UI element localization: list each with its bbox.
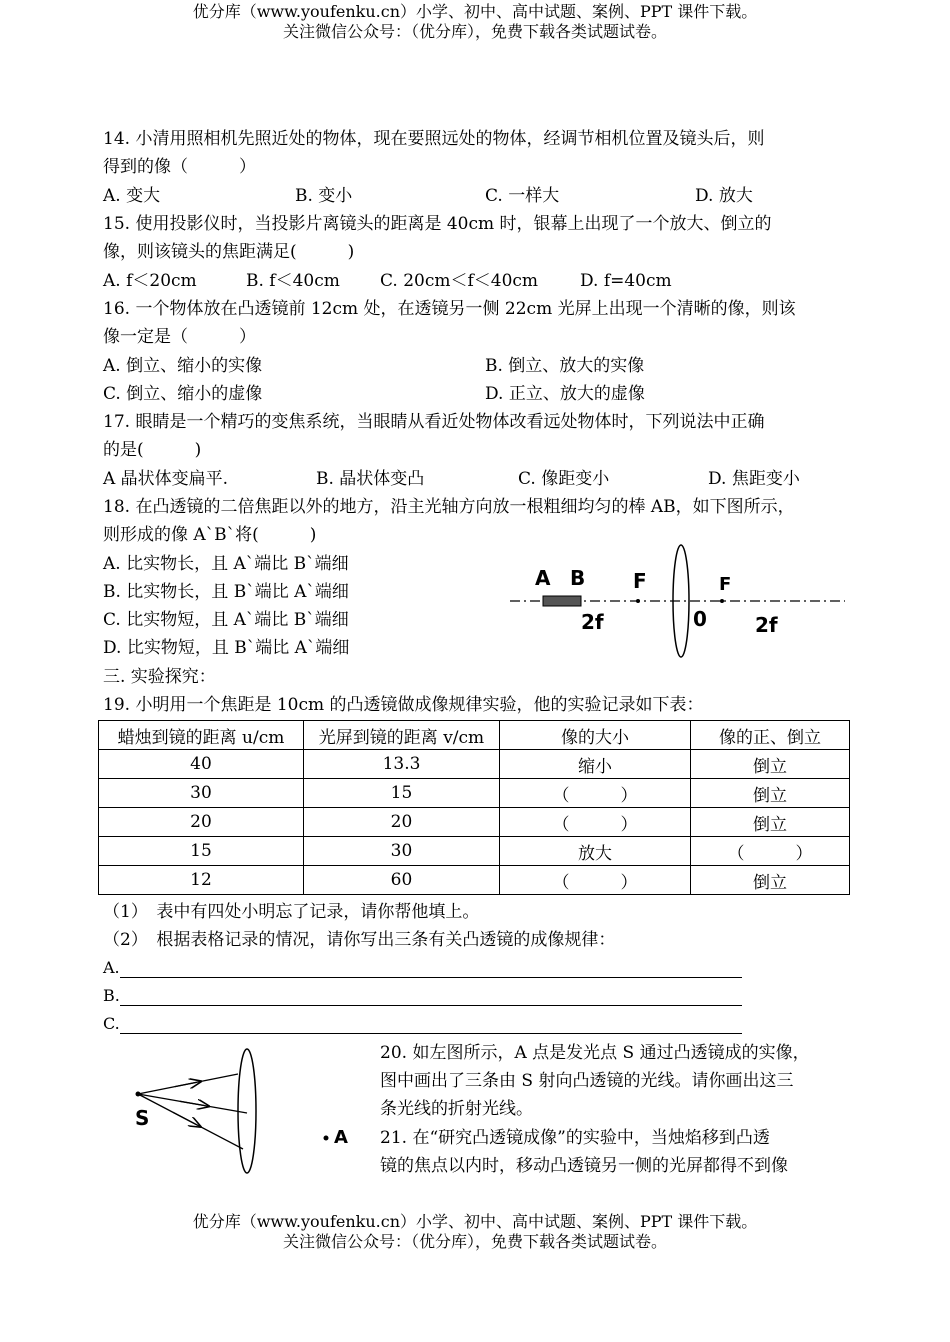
table-cell: 20 bbox=[99, 808, 304, 837]
table-cell: 倒立 bbox=[691, 808, 850, 837]
q14-option-a: A. 变大 bbox=[103, 186, 161, 206]
table-row bbox=[99, 750, 850, 779]
footer-line-2: 关注微信公众号：（优分库），免费下载各类试题试卷。 bbox=[282, 1232, 667, 1251]
table-cell: 缩小 bbox=[500, 750, 691, 779]
header-line-1: 优分库（www.youfenku.cn）小学、初中、高中试题、案例、PPT 课件下载。 bbox=[192, 2, 758, 21]
table-cell-blank: （ ） bbox=[500, 808, 691, 837]
label-f-left: F bbox=[633, 569, 647, 593]
q18-text-2: 则形成的像 A`B`将( ) bbox=[103, 525, 317, 545]
q20-text-3: 条光线的折射光线。 bbox=[380, 1099, 533, 1119]
q14-option-b: B. 变小 bbox=[295, 186, 353, 206]
q17-option-d: D. 焦距变小 bbox=[708, 469, 800, 489]
header-line-2: 关注微信公众号：（优分库），免费下载各类试题试卷。 bbox=[282, 22, 667, 41]
ray-1-arrow bbox=[175, 1082, 197, 1086]
q18-option-b: B. 比实物长，且 B`端比 A`端细 bbox=[103, 582, 349, 602]
table-header-cell: 蜡烛到镜的距离 u/cm bbox=[99, 721, 304, 750]
q14-text-1: 14. 小清用照相机先照近处的物体，现在要照远处的物体，经调节相机位置及镜头后，则 bbox=[103, 129, 765, 149]
q17-text-2: 的是( ) bbox=[103, 440, 202, 460]
q15-option-b: B. f＜40cm bbox=[246, 271, 340, 291]
q20-text-1: 20. 如左图所示，A 点是发光点 S 通过凸透镜成的实像， bbox=[380, 1043, 810, 1063]
q17-option-b: B. 晶状体变凸 bbox=[316, 469, 425, 489]
q16-option-c: C. 倒立、缩小的虚像 bbox=[103, 384, 263, 404]
table-row bbox=[99, 866, 850, 895]
q16-option-b: B. 倒立、放大的实像 bbox=[485, 356, 645, 376]
q18-text-1: 18. 在凸透镜的二倍焦距以外的地方，沿主光轴方向放一根粗细均匀的棒 AB，如下图所示， bbox=[103, 497, 795, 517]
table-cell-blank: （ ） bbox=[500, 866, 691, 895]
lens-diagram-s bbox=[125, 1045, 365, 1185]
table-header-cell: 光屏到镜的距离 v/cm bbox=[304, 721, 500, 750]
table-cell: 15 bbox=[304, 779, 500, 808]
point-a bbox=[324, 1136, 329, 1141]
table-cell: 30 bbox=[304, 837, 500, 866]
q21-text-1: 21. 在“研究凸透镜成像”的实验中，当烛焰移到凸透 bbox=[380, 1128, 770, 1148]
q15-option-c: C. 20cm＜f＜40cm bbox=[380, 271, 539, 291]
table-header-cell: 像的正、倒立 bbox=[691, 721, 850, 750]
q16-text-2: 像一定是（ ） bbox=[103, 327, 256, 347]
label-2f-left: 2f bbox=[581, 610, 604, 634]
label-f-right: F bbox=[719, 574, 732, 595]
q15-text-1: 15. 使用投影仪时，当投影片离镜头的距离是 40cm 时，银幕上出现了一个放大、倒立的 bbox=[103, 214, 772, 234]
q14-text-2: 得到的像（ ） bbox=[103, 157, 256, 177]
table-cell: 倒立 bbox=[691, 779, 850, 808]
label-o: 0 bbox=[693, 607, 707, 631]
answer-line-c[interactable] bbox=[103, 1014, 742, 1034]
q19-intro: 19. 小明用一个焦距是 10cm 的凸透镜做成像规律实验，他的实验记录如下表： bbox=[103, 695, 704, 715]
table-cell: 40 bbox=[99, 750, 304, 779]
q15-text-2: 像，则该镜头的焦距满足( ) bbox=[103, 242, 355, 262]
table-cell-blank: （ ） bbox=[691, 837, 850, 866]
table-cell: 30 bbox=[99, 779, 304, 808]
experiment-table bbox=[98, 720, 850, 895]
q18-option-a: A. 比实物长，且 A`端比 B`端细 bbox=[103, 554, 349, 574]
table-cell: 15 bbox=[99, 837, 304, 866]
lens-diagram-ab bbox=[505, 540, 850, 660]
q15-option-a: A. f＜20cm bbox=[103, 271, 197, 291]
table-header-row bbox=[99, 721, 850, 750]
rod-ab bbox=[543, 596, 581, 606]
table-row bbox=[99, 808, 850, 837]
q14-option-d: D. 放大 bbox=[695, 186, 753, 206]
table-header-cell: 像的大小 bbox=[500, 721, 691, 750]
footer-line-1: 优分库（www.youfenku.cn）小学、初中、高中试题、案例、PPT 课件下载。 bbox=[192, 1212, 758, 1231]
label-a: A bbox=[535, 566, 551, 590]
ray-2-arrow bbox=[180, 1101, 205, 1105]
label-2f-right: 2f bbox=[755, 613, 778, 637]
q16-option-d: D. 正立、放大的虚像 bbox=[485, 384, 645, 404]
q17-text-1: 17. 眼睛是一个精巧的变焦系统，当眼睛从看近处物体改看远处物体时，下列说法中正确 bbox=[103, 412, 765, 432]
label-a: A bbox=[334, 1127, 348, 1148]
section-3-title: 三. 实验探究： bbox=[103, 667, 216, 687]
label-s: S bbox=[135, 1106, 150, 1130]
q20-text-2: 图中画出了三条由 S 射向凸透镜的光线。请你画出这三 bbox=[380, 1071, 794, 1091]
answer-label-a: A. bbox=[103, 958, 120, 977]
answer-label-b: B. bbox=[103, 986, 120, 1005]
convex-lens bbox=[238, 1049, 256, 1173]
q16-option-a: A. 倒立、缩小的实像 bbox=[103, 356, 263, 376]
focus-point-left bbox=[636, 599, 640, 603]
ray-3-arrow bbox=[173, 1112, 197, 1125]
table-cell: 60 bbox=[304, 866, 500, 895]
answer-line-a[interactable] bbox=[103, 958, 742, 978]
q16-text-1: 16. 一个物体放在凸透镜前 12cm 处，在透镜另一侧 22cm 光屏上出现一个清晰的像，则该 bbox=[103, 299, 796, 319]
focus-point-right bbox=[720, 599, 724, 603]
table-cell: 倒立 bbox=[691, 866, 850, 895]
table-cell: 12 bbox=[99, 866, 304, 895]
q19-sub-1: （1） 表中有四处小明忘了记录，请你帮他填上。 bbox=[103, 902, 480, 922]
table-cell: 放大 bbox=[500, 837, 691, 866]
q18-option-c: C. 比实物短，且 A`端比 B`端细 bbox=[103, 610, 349, 630]
table-row bbox=[99, 837, 850, 866]
table-cell: 20 bbox=[304, 808, 500, 837]
table-cell: 倒立 bbox=[691, 750, 850, 779]
label-b: B bbox=[570, 566, 586, 590]
q18-option-d: D. 比实物短，且 B`端比 A`端细 bbox=[103, 638, 350, 658]
q17-option-a: A 晶状体变扁平. bbox=[103, 469, 229, 489]
table-cell: 13.3 bbox=[304, 750, 500, 779]
table-cell-blank: （ ） bbox=[500, 779, 691, 808]
answer-line-b[interactable] bbox=[103, 986, 742, 1006]
q21-text-2: 镜的焦点以内时，移动凸透镜另一侧的光屏都得不到像 bbox=[380, 1156, 788, 1176]
q19-sub-2: （2） 根据表格记录的情况，请你写出三条有关凸透镜的成像规律： bbox=[103, 930, 616, 950]
q15-option-d: D. f=40cm bbox=[580, 271, 672, 291]
q14-option-c: C. 一样大 bbox=[485, 186, 560, 206]
answer-label-c: C. bbox=[103, 1014, 120, 1033]
table-row bbox=[99, 779, 850, 808]
q17-option-c: C. 像距变小 bbox=[518, 469, 610, 489]
